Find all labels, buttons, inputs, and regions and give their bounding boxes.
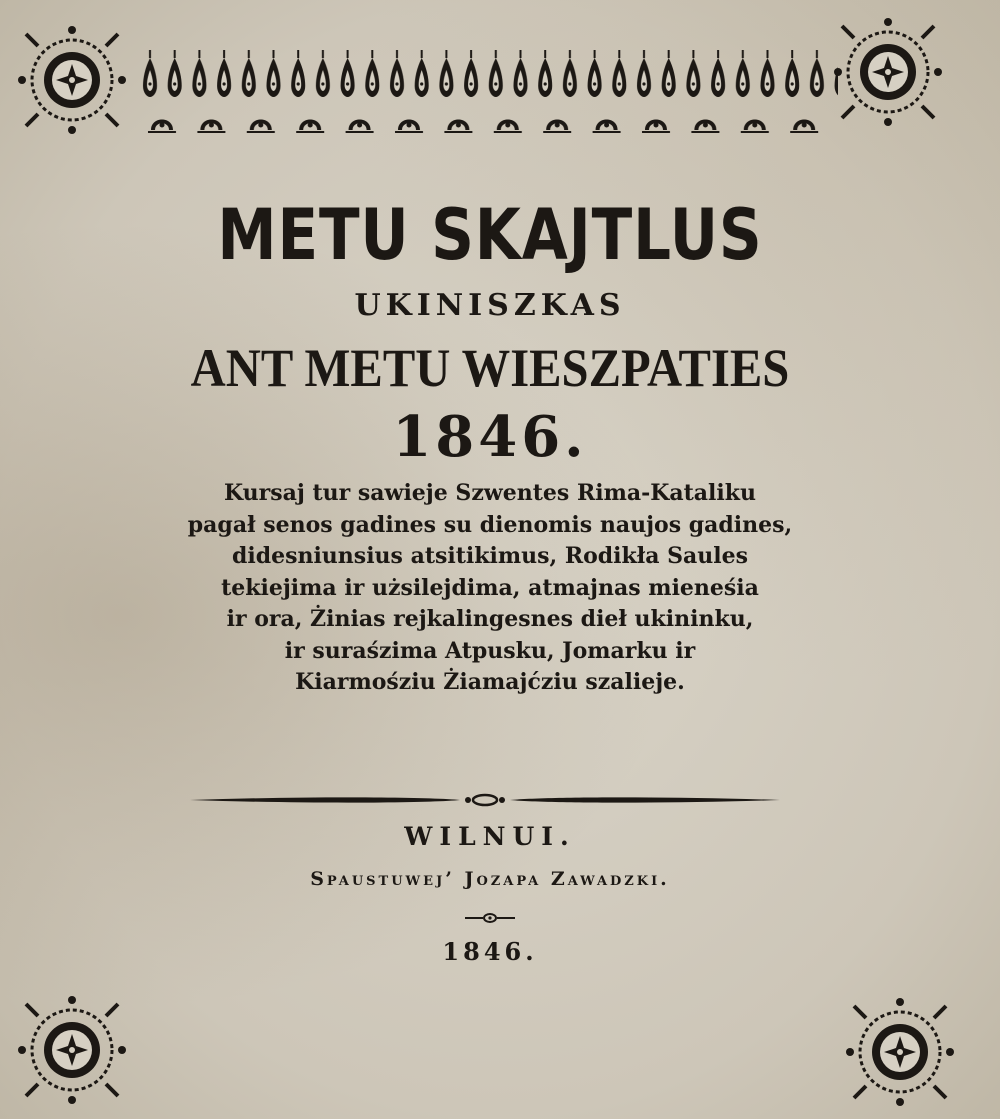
title-block [140,180,840,699]
description-line: ir suraśzima Atpusku, Jomarku ir [284,637,696,664]
description-line: Kursaj tur sawieje Szwentes Rima-Kataliku [223,480,756,506]
subtitle-year-of-lord: ANT METU WIESZPATIES [190,338,790,398]
description-line: ir ora, Żinias rejkalingesnes dieł ukininku, [226,606,754,632]
description-line: didesniunsius atsitikimus, Rodikła Saules [231,543,749,569]
main-title: METU SKAJTLUS [217,194,763,276]
year-heading: 1846. [392,404,588,470]
description-line: Kiarmośziu Żiamajćziu szalieje. [295,669,685,695]
description-line: tekiejima ir użsilejdima, atmajnas mieneśia [221,574,759,601]
imprint-year: 1846. [442,937,538,966]
description-line: pagał senos gadines su dienomis naujos gadines, [187,511,793,538]
small-ornament [465,910,515,926]
imprint-printer: Spaustuwej’ Jozapa Zawadzki. [310,868,670,890]
subtitle-farmers: UKINISZKAS [354,288,626,323]
imprint-place: WILNUI. [404,822,576,851]
decorative-rule [190,790,780,810]
description-paragraph [140,478,840,699]
